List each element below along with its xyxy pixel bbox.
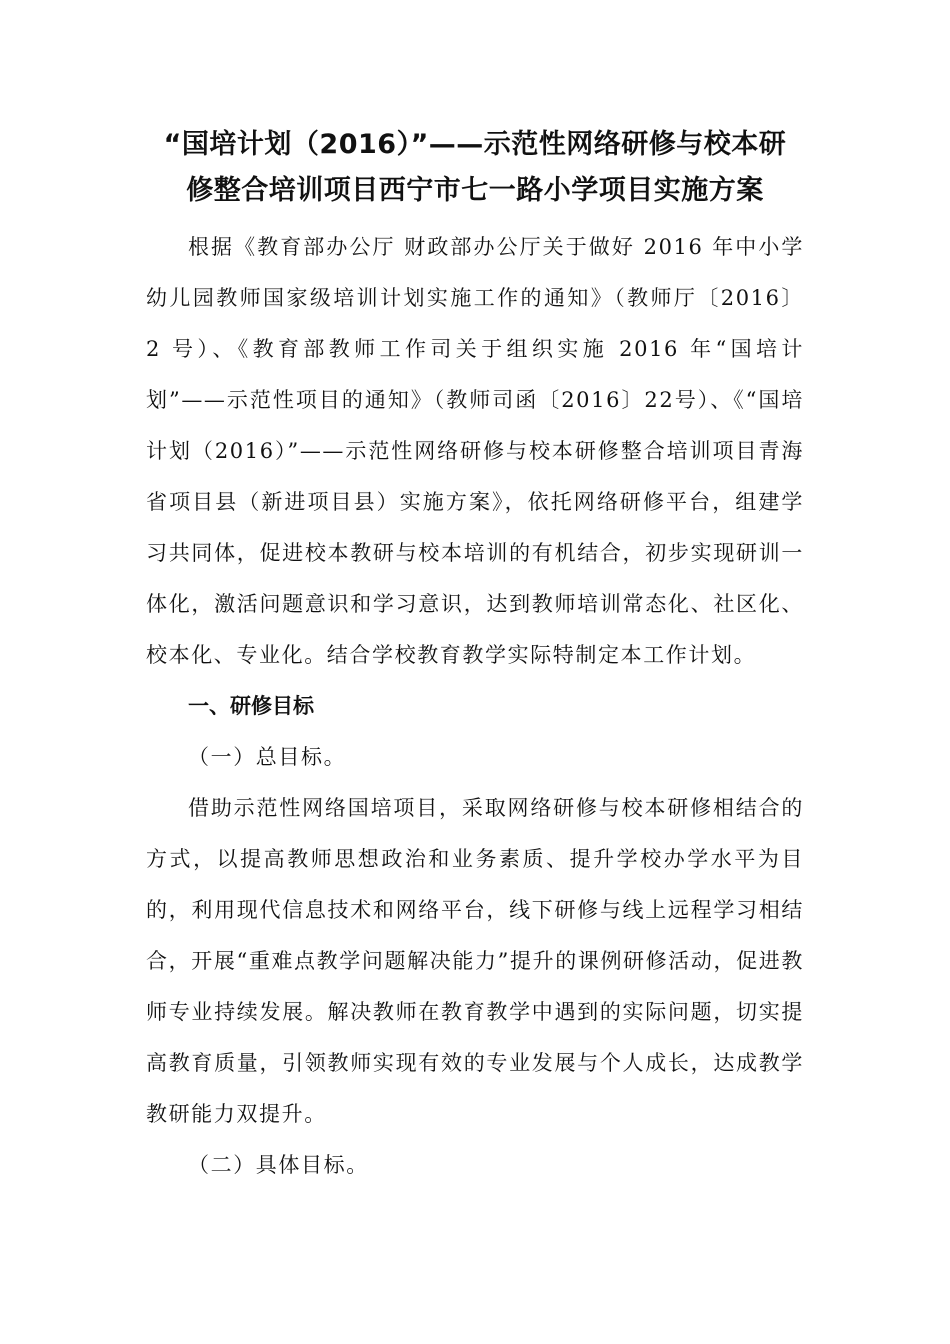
title-line-1: “国培计划（2016）”——示范性网络研修与校本研 — [163, 129, 787, 160]
overall-goal-paragraph: 借助示范性网络国培项目，采取网络研修与校本研修相结合的方式，以提高教师思想政治和业务素质、提升学校办学水平为目的，利用现代信息技术和网络平台，线下研修与线上远程学习相结合，开展“重难点教学问题解决能力”提升的课例研修活动，促进教师专业持续发展。解决教师在教育教学中遇到的实际问题，切实提高教育质量，引领教师实现有效的专业发展与个人成长，达成教学教研能力双提升。 — [146, 796, 804, 1126]
section-heading-goals: 一、研修目标 — [188, 694, 314, 718]
title-line-2: 修整合培训项目西宁市七一路小学项目实施方案 — [186, 175, 764, 206]
document-body — [146, 222, 804, 1191]
subsection-heading-overall-goal: （一）总目标。 — [188, 745, 347, 769]
document-title — [146, 122, 804, 214]
subsection-heading-specific-goals: （二）具体目标。 — [188, 1153, 369, 1177]
document-page — [146, 122, 804, 1191]
intro-paragraph: 根据《教育部办公厅 财政部办公厅关于做好 2016 年中小学幼儿园教师国家级培训计划实施工作的通知》（教师厅〔2016〕 2 号）、《教育部教师工作司关于组织实施 2016 年“国培计划”——示范性项目的通知》（教师司函〔2016〕22号）、《“国培计划（2016）”——示范性网络研修与校本研修整合培训项目青海省项目县（新进项目县）实施方案》，依托网络研修平台，组建学习共同体，促进校本教研与校本培训的有机结合，初步实现研训一体化，激活问题意识和学习意识，达到教师培训常态化、社区化、校本化、专业化。结合学校教育教学实际特制定本工作计划。 — [146, 235, 804, 667]
